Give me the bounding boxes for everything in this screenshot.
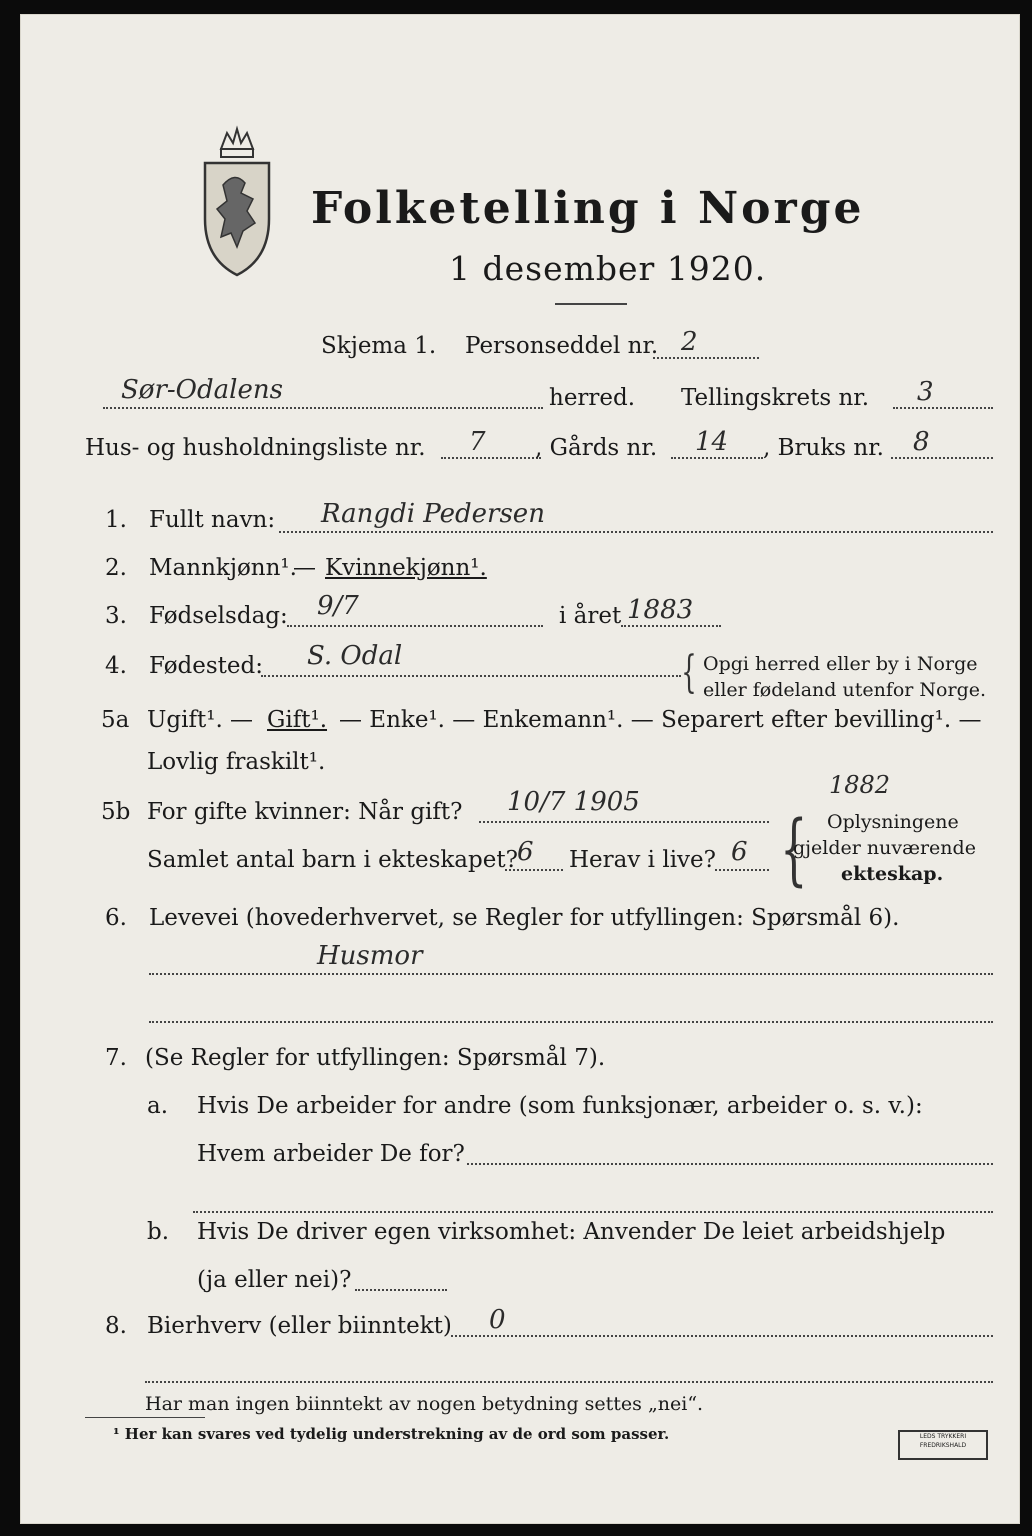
personseddel-value: 2 [681, 327, 698, 357]
personseddel-label: Personseddel nr. [465, 333, 659, 359]
bruks-value: 8 [913, 427, 930, 457]
footnote-divider [85, 1417, 205, 1418]
q7b-letter: b. [147, 1219, 170, 1245]
gards-value: 14 [695, 427, 729, 457]
q3-year-line [621, 625, 721, 627]
skjema-label: Skjema 1. [321, 333, 437, 359]
husliste-value: 7 [469, 427, 486, 457]
q5a-ugift-option: Ugift¹. — [147, 707, 254, 733]
q7-number: 7. [105, 1045, 127, 1071]
q7a-question: Hvem arbeider De for? [197, 1141, 465, 1167]
personseddel-line [653, 357, 759, 359]
q7b-line [355, 1289, 447, 1291]
q5a-other-options: — Enke¹. — Enkemann¹. — Separert efter bevilling¹. — [339, 707, 982, 733]
q2-separator: — [293, 555, 316, 581]
tellingskrets-label: Tellingskrets nr. [681, 385, 870, 411]
q3-value: 9/7 [317, 591, 359, 621]
q5b-value: 10/7 1905 [507, 787, 640, 817]
q7b-question: (ja eller nei)? [197, 1267, 352, 1293]
q4-label: Fødested: [149, 653, 264, 679]
q4-number: 4. [105, 653, 127, 679]
q4-line [261, 675, 681, 677]
q5b-note-line-1: Oplysningene [827, 811, 959, 833]
q5b-children-label: Samlet antal barn i ekteskapet? [147, 847, 518, 873]
tellingskrets-line [893, 407, 993, 409]
q1-number: 1. [105, 507, 127, 533]
q3-line [287, 625, 543, 627]
q5b-alive-value: 6 [731, 837, 748, 867]
q6-label: Levevei (hovederhvervet, se Regler for utfyllingen: Spørsmål 6). [149, 905, 900, 931]
q5b-brace: { [780, 805, 808, 895]
bruks-label: , Bruks nr. [763, 435, 884, 461]
q7-label: (Se Regler for utfyllingen: Spørsmål 7). [145, 1045, 606, 1071]
q7a-label: Hvis De arbeider for andre (som funksjonær, arbeider o. s. v.): [197, 1093, 923, 1119]
q6-line-2 [149, 1021, 993, 1023]
q6-number: 6. [105, 905, 127, 931]
q8-line-2 [145, 1381, 993, 1383]
q4-note-line-1: Opgi herred eller by i Norge [703, 653, 978, 675]
husliste-label: Hus- og husholdningsliste nr. [85, 435, 426, 461]
gards-label: , Gårds nr. [535, 435, 658, 461]
q5a-gift-option: Gift¹. [267, 707, 328, 733]
q5a-fraskilt-option: Lovlig fraskilt¹. [147, 749, 326, 775]
herred-value: Sør-Odalens [121, 375, 283, 405]
q7a-letter: a. [147, 1093, 169, 1119]
title-divider [555, 303, 627, 305]
q3-year-label: i året [559, 603, 622, 629]
q5b-alive-line [715, 869, 769, 871]
gards-line [671, 457, 763, 459]
q2-male-option: Mannkjønn¹. [149, 555, 297, 581]
q1-line [279, 531, 993, 533]
bruks-line [891, 457, 993, 459]
q5b-children-line [505, 869, 563, 871]
herred-line [103, 407, 543, 409]
q5b-extra-note: 1882 [829, 771, 891, 799]
form-date: 1 desember 1920. [449, 249, 767, 288]
q3-label: Fødselsdag: [149, 603, 288, 629]
q5b-note-line-2: gjelder nuværende [793, 837, 976, 859]
q8-value: 0 [489, 1305, 506, 1335]
coat-of-arms-icon [197, 119, 277, 279]
q6-line-1 [149, 973, 993, 975]
q5b-number: 5b [101, 799, 131, 825]
printer-stamp [898, 1430, 988, 1460]
q5b-alive-label: Herav i live? [569, 847, 716, 873]
form-title: Folketelling i Norge [311, 183, 865, 234]
q5b-children-value: 6 [517, 837, 534, 867]
q5a-number: 5a [101, 707, 130, 733]
footnote: ¹ Her kan svares ved tydelig understrekning av de ord som passer. [113, 1425, 670, 1443]
husliste-line [441, 457, 541, 459]
q3-year-value: 1883 [627, 595, 694, 625]
printer-stamp-line-1: LEDS TRYKKERI [919, 1433, 967, 1440]
q8-label: Bierhverv (eller biinntekt) [147, 1313, 452, 1339]
q1-value: Rangdi Pedersen [321, 499, 545, 529]
q7b-label: Hvis De driver egen virksomhet: Anvender De leiet arbeidshjelp [197, 1219, 946, 1245]
census-form-page [20, 14, 1020, 1524]
q4-note-line-2: eller fødeland utenfor Norge. [703, 679, 987, 701]
q6-value: Husmor [317, 941, 423, 971]
q4-brace: { [681, 647, 697, 698]
q3-number: 3. [105, 603, 127, 629]
biinntekt-note: Har man ingen biinntekt av nogen betydning settes „nei“. [145, 1393, 704, 1415]
tellingskrets-value: 3 [917, 377, 934, 407]
q2-number: 2. [105, 555, 127, 581]
q2-female-option: Kvinnekjønn¹. [325, 555, 487, 581]
herred-label: herred. [549, 385, 636, 411]
q5b-note-line-3: ekteskap. [841, 863, 944, 885]
printer-stamp-line-2: FREDRIKSHALD [919, 1442, 967, 1449]
q4-value: S. Odal [307, 641, 403, 671]
q5b-line [479, 821, 769, 823]
q8-line-1 [451, 1335, 993, 1337]
q8-number: 8. [105, 1313, 127, 1339]
q7a-line-2 [193, 1211, 993, 1213]
q5b-label: For gifte kvinner: Når gift? [147, 799, 463, 825]
q7a-line-1 [467, 1163, 993, 1165]
q1-label: Fullt navn: [149, 507, 276, 533]
